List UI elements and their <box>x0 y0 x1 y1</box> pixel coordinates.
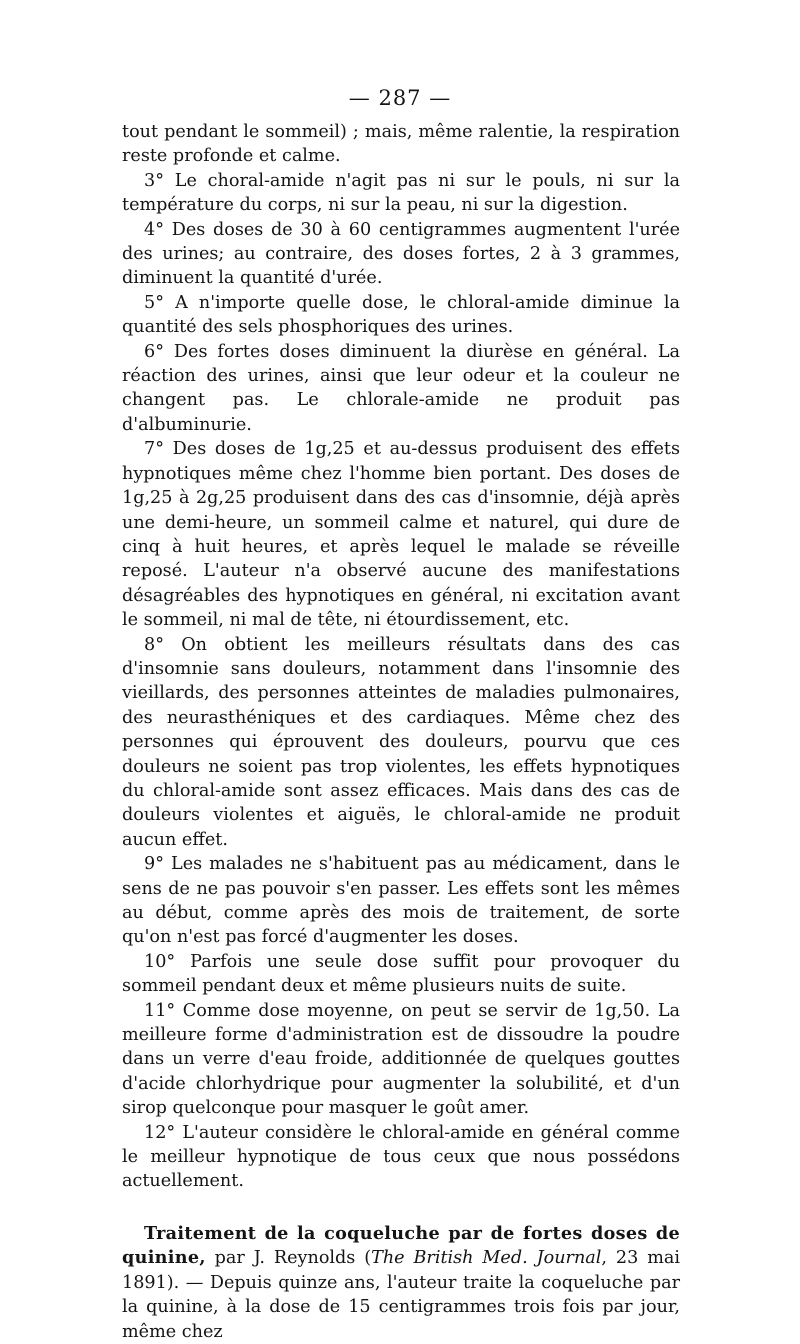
paragraph-8: 8° On obtient les meilleurs résultats dans des cas d'insomnie sans douleurs, notamment dans l'insomnie des vieillards, des personnes atteintes de maladies pulmonaires, des neurasthéniques et des cardiaques. Même chez des personnes qui éprouvent des douleurs, pourvu que ces douleurs ne soient pas trop violentes, les effets hypnotiques du chloral-amide sont assez efficaces. Mais dans des cas de douleurs violentes et aiguës, le chloral-amide ne produit aucun effet. <box>122 634 680 850</box>
section-title: Traitement de la coqueluche par de fortes doses de quinine, <box>122 1222 680 1269</box>
section-article <box>122 1222 680 1344</box>
section-journal: The British Med. Journal <box>371 1248 602 1269</box>
paragraph-10: 10° Parfois une seule dose suffit pour provoquer du sommeil pendant deux et même plusieurs nuits de suite. <box>122 951 680 997</box>
section-spacer <box>122 1194 680 1222</box>
paragraph-5: 5° A n'importe quelle dose, le chloral-amide diminue la quantité des sels phosphoriques des urines. <box>122 292 680 338</box>
paragraph-7: 7° Des doses de 1g,25 et au-dessus produisent des effets hypnotiques même chez l'homme bien portant. Des doses de 1g,25 à 2g,25 produisent dans des cas d'insomnie, déjà après une demi-heure, un sommeil calme et naturel, qui dure de cinq à huit heures, et après lequel le malade se réveille reposé. L'auteur n'a observé aucune des manifestations désagréables des hypnotiques en général, ni excitation avant le sommeil, ni mal de tête, ni étourdissement, etc. <box>122 439 680 631</box>
paragraph-3: 3° Le choral-amide n'agit pas ni sur le pouls, ni sur la température du corps, ni sur la peau, ni sur la digestion. <box>122 170 680 216</box>
paragraph-continuation: tout pendant le sommeil) ; mais, même ralentie, la respiration reste profonde et calme. <box>122 122 680 167</box>
section-author: par J. Reynolds ( <box>205 1248 372 1269</box>
paragraph-12: 12° L'auteur considère le chloral-amide en général comme le meilleur hypnotique de tous ceux que nous possédons actuellement. <box>122 1122 680 1192</box>
paragraph-4: 4° Des doses de 30 à 60 centigrammes augmentent l'urée des urines; au contraire, des doses fortes, 2 à 3 grammes, diminuent la quantité d'urée. <box>122 219 680 289</box>
paragraph-11: 11° Comme dose moyenne, on peut se servir de 1g,50. La meilleure forme d'administration est de dissoudre la poudre dans un verre d'eau froide, additionnée de quelques gouttes d'acide chlorhydrique pour augmenter la solubilité, et d'un sirop quelconque pour masquer le goût amer. <box>122 1000 680 1119</box>
section-date: , 23 mai 1891). <box>122 1248 680 1293</box>
section-body: — Depuis quinze ans, l'auteur traite la coqueluche par la quinine, à la dose de 15 centigrammes trois fois par jour, même chez <box>122 1272 680 1342</box>
body-text <box>122 120 680 1344</box>
page-number: — 287 — <box>348 86 452 110</box>
paragraph-9: 9° Les malades ne s'habituent pas au médicament, dans le sens de ne pas pouvoir s'en passer. Les effets sont les mêmes au début, comme après des mois de traitement, de sorte qu'on n'est pas forcé d'augmenter les doses. <box>122 854 680 948</box>
paragraph-6: 6° Des fortes doses diminuent la diurèse en général. La réaction des urines, ainsi que leur odeur et la couleur ne changent pas. Le chlorale-amide ne produit pas d'albuminurie. <box>122 341 680 435</box>
